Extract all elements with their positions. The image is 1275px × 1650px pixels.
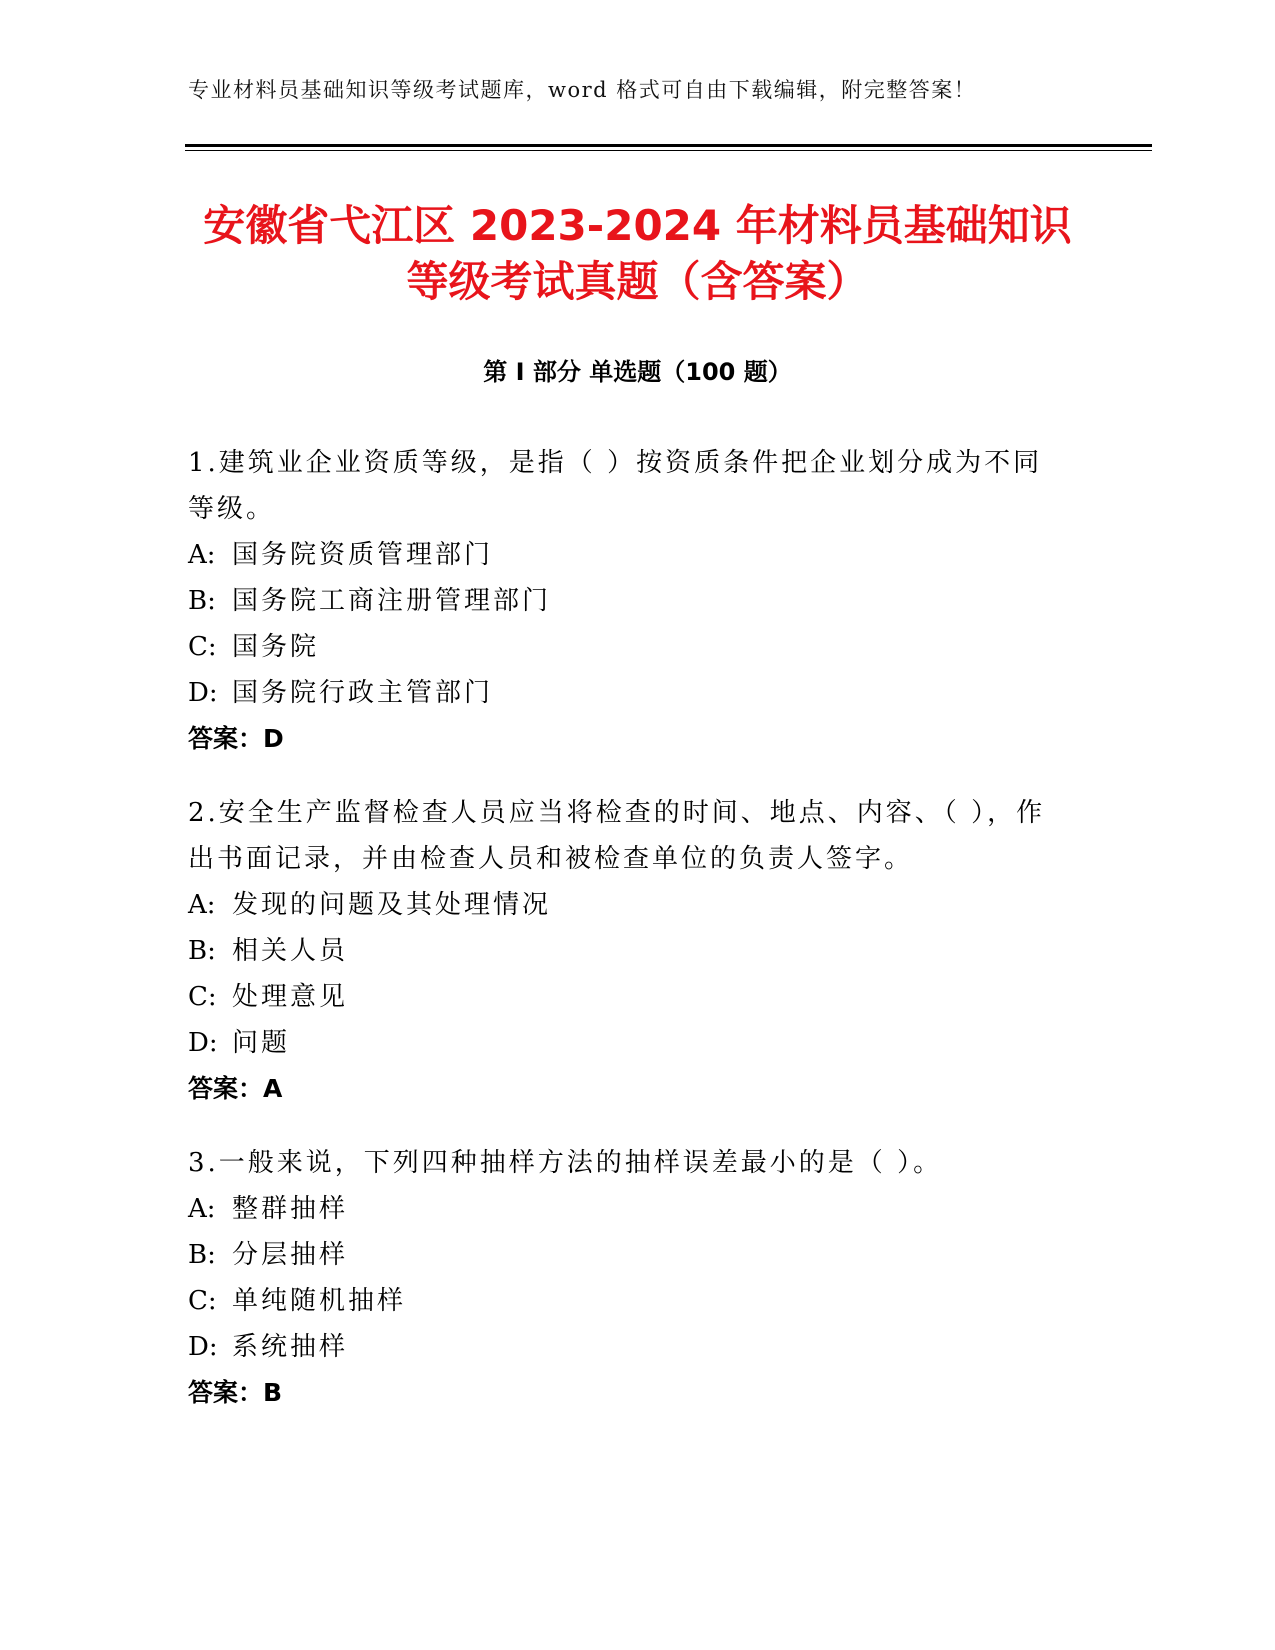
header-rule-thin <box>185 150 1152 151</box>
option-b <box>188 1232 1068 1278</box>
option-letter: D: <box>188 1332 218 1362</box>
answer-line: 答案：D <box>188 724 284 753</box>
header-rule-thick <box>185 144 1152 147</box>
option-d <box>188 1020 1068 1066</box>
question-3 <box>188 1140 1068 1416</box>
option-letter: B: <box>188 936 216 966</box>
answer-line: 答案：B <box>188 1378 283 1407</box>
option-a <box>188 1186 1068 1232</box>
option-d <box>188 670 1068 716</box>
option-text: 国务院 <box>232 632 320 662</box>
option-c <box>188 1278 1068 1324</box>
question-stem: 1.建筑业企业资质等级，是指（ ）按资质条件把企业划分成为不同等级。 <box>188 448 1043 524</box>
option-text: 相关人员 <box>232 936 349 966</box>
option-letter: B: <box>188 1240 216 1270</box>
document-title-line-1: 安徽省弋江区 2023-2024 年材料员基础知识 <box>203 201 1072 250</box>
document-title <box>185 198 1090 310</box>
option-b <box>188 928 1068 974</box>
option-text: 问题 <box>232 1028 291 1058</box>
option-a <box>188 532 1068 578</box>
option-text: 整群抽样 <box>232 1194 349 1224</box>
option-b <box>188 578 1068 624</box>
option-letter: A: <box>188 540 216 570</box>
question-2 <box>188 790 1068 1112</box>
option-text: 系统抽样 <box>232 1332 349 1362</box>
header-note: 专业材料员基础知识等级考试题库，word 格式可自由下载编辑，附完整答案！ <box>188 78 977 102</box>
option-letter: C: <box>188 982 217 1012</box>
option-letter: C: <box>188 1286 217 1316</box>
answer-line: 答案：A <box>188 1074 283 1103</box>
question-1 <box>188 440 1068 762</box>
option-text: 分层抽样 <box>232 1240 349 1270</box>
option-letter: B: <box>188 586 216 616</box>
option-letter: D: <box>188 678 218 708</box>
question-stem: 2.安全生产监督检查人员应当将检查的时间、地点、内容、（ ），作出书面记录，并由检查人员和被检查单位的负责人签字。 <box>188 798 1046 874</box>
option-text: 国务院资质管理部门 <box>232 540 494 570</box>
option-letter: C: <box>188 632 217 662</box>
option-letter: A: <box>188 890 216 920</box>
option-text: 国务院工商注册管理部门 <box>232 586 552 616</box>
option-text: 国务院行政主管部门 <box>232 678 494 708</box>
question-list <box>188 440 1068 1444</box>
document-title-line-2: 等级考试真题（含答案） <box>406 257 869 306</box>
question-stem: 3.一般来说，下列四种抽样方法的抽样误差最小的是（ ）。 <box>188 1148 943 1178</box>
option-text: 处理意见 <box>232 982 349 1012</box>
option-c <box>188 624 1068 670</box>
option-letter: A: <box>188 1194 216 1224</box>
option-letter: D: <box>188 1028 218 1058</box>
option-text: 单纯随机抽样 <box>232 1286 407 1316</box>
option-d <box>188 1324 1068 1370</box>
option-a <box>188 882 1068 928</box>
option-text: 发现的问题及其处理情况 <box>232 890 552 920</box>
section-title: 第 I 部分 单选题（100 题） <box>483 358 792 386</box>
option-c <box>188 974 1068 1020</box>
